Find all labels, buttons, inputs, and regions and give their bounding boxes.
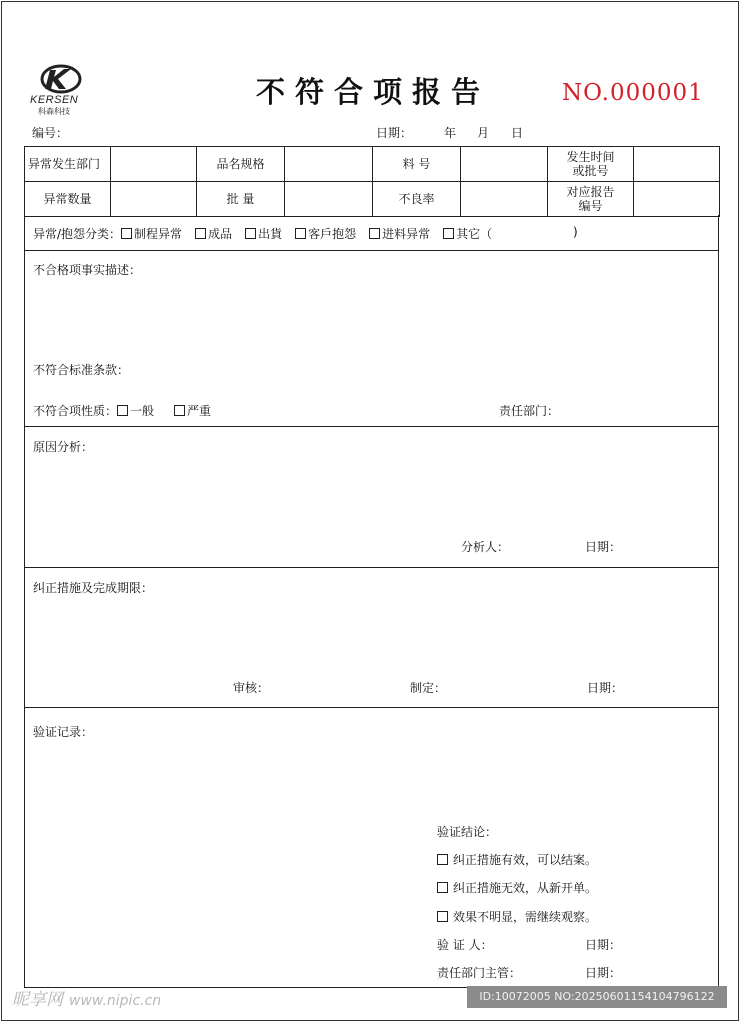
verification-label: 验证记录： [33, 725, 94, 739]
dept-header: 异常发生部门 [25, 147, 111, 182]
analysis-date-label: 日期： [585, 540, 622, 554]
qty-header: 异常数量 [25, 182, 111, 217]
category-section [24, 215, 719, 251]
checkbox[interactable] [437, 854, 448, 865]
option-shipment[interactable]: 出貨 [245, 225, 282, 242]
time-batch-line2: 或批号 [572, 164, 609, 178]
document-number: NO.000001 [562, 80, 704, 106]
site-watermark [12, 985, 161, 1010]
corrective-action-section[interactable] [24, 568, 719, 708]
qty-value[interactable] [111, 182, 197, 217]
defect-rate-header: 不良率 [373, 182, 461, 217]
description-label: 不合格项事实描述： [33, 263, 142, 277]
spec-value[interactable] [285, 147, 373, 182]
nature-row [33, 402, 224, 419]
conclusion-option-observe[interactable]: 效果不明显，需继续观察。 [437, 908, 597, 925]
corrective-action-label: 纠正措施及完成期限： [33, 581, 154, 595]
checkbox[interactable] [174, 405, 185, 416]
verifier-date-label: 日期： [585, 938, 622, 952]
kersen-logo-icon [40, 64, 82, 94]
nature-option-major[interactable]: 严重 [174, 402, 211, 419]
cause-analysis-label: 原因分析： [33, 440, 94, 454]
review-label: 审核： [233, 681, 270, 695]
document-title: 不符合项报告 [256, 75, 491, 109]
report-no-header [548, 182, 634, 217]
checkbox[interactable] [369, 228, 380, 239]
category-row [33, 225, 505, 242]
option-customer-complaint[interactable]: 客戶抱怨 [295, 225, 356, 242]
option-other[interactable]: 其它（ [443, 225, 492, 242]
checkbox[interactable] [121, 228, 132, 239]
other-close-paren: ) [573, 225, 578, 239]
logo-subtext: 科森科技 [38, 107, 70, 116]
month-label: 月 [477, 126, 490, 140]
image-id-bar: ID:10072005 NO:20250601154104796122 [467, 986, 727, 1008]
part-no-header: 料 号 [373, 147, 461, 182]
time-batch-value[interactable] [634, 147, 720, 182]
verification-section[interactable] [24, 708, 719, 988]
info-table [24, 146, 720, 217]
defect-rate-value[interactable] [461, 182, 548, 217]
made-by-label: 制定： [410, 681, 447, 695]
corrective-date-label: 日期： [587, 681, 624, 695]
logo-text: KERSEN [30, 94, 79, 106]
checkbox[interactable] [245, 228, 256, 239]
conclusion-option-effective[interactable]: 纠正措施有效，可以结案。 [437, 851, 597, 868]
part-no-value[interactable] [461, 147, 548, 182]
option-process-abnormal[interactable]: 制程异常 [121, 225, 182, 242]
company-logo [30, 64, 94, 114]
checkbox[interactable] [295, 228, 306, 239]
report-no-line2: 编号 [578, 199, 603, 213]
standard-clause-label: 不符合标准条款： [33, 363, 130, 377]
verifier-label: 验 证 人： [437, 938, 493, 952]
checkbox[interactable] [437, 911, 448, 922]
year-label: 年 [444, 126, 457, 140]
cause-analysis-section[interactable] [24, 427, 719, 568]
time-batch-header [548, 147, 634, 182]
table-row [25, 182, 720, 217]
dept-value[interactable] [111, 147, 197, 182]
lot-value[interactable] [285, 182, 373, 217]
category-label: 异常/抱怨分类： [33, 227, 122, 241]
table-row [25, 147, 720, 182]
responsible-dept-label: 责任部门： [499, 404, 560, 418]
analyst-label: 分析人： [461, 540, 510, 554]
nature-option-minor[interactable]: 一般 [117, 402, 154, 419]
conclusion-label: 验证结论： [437, 825, 498, 839]
serial-label: 编号： [32, 126, 69, 140]
option-incoming-abnormal[interactable]: 进料异常 [369, 225, 430, 242]
spec-header: 品名规格 [197, 147, 285, 182]
day-label: 日 [511, 126, 524, 140]
checkbox[interactable] [443, 228, 454, 239]
watermark-brand: 昵享网 [12, 990, 63, 1010]
nature-label: 不符合项性质： [33, 404, 118, 418]
date-label: 日期： [376, 126, 413, 140]
watermark-site: www.nipic.cn [69, 993, 162, 1009]
manager-date-label: 日期： [585, 966, 622, 980]
manager-label: 责任部门主管： [437, 966, 522, 980]
checkbox[interactable] [195, 228, 206, 239]
conclusion-option-ineffective[interactable]: 纠正措施无效，从新开单。 [437, 879, 597, 896]
lot-header: 批 量 [197, 182, 285, 217]
description-section[interactable] [24, 251, 719, 427]
checkbox[interactable] [437, 882, 448, 893]
report-no-value[interactable] [634, 182, 720, 217]
checkbox[interactable] [117, 405, 128, 416]
report-no-line1: 对应报告 [566, 185, 615, 199]
time-batch-line1: 发生时间 [566, 150, 615, 164]
option-finished-product[interactable]: 成品 [195, 225, 232, 242]
